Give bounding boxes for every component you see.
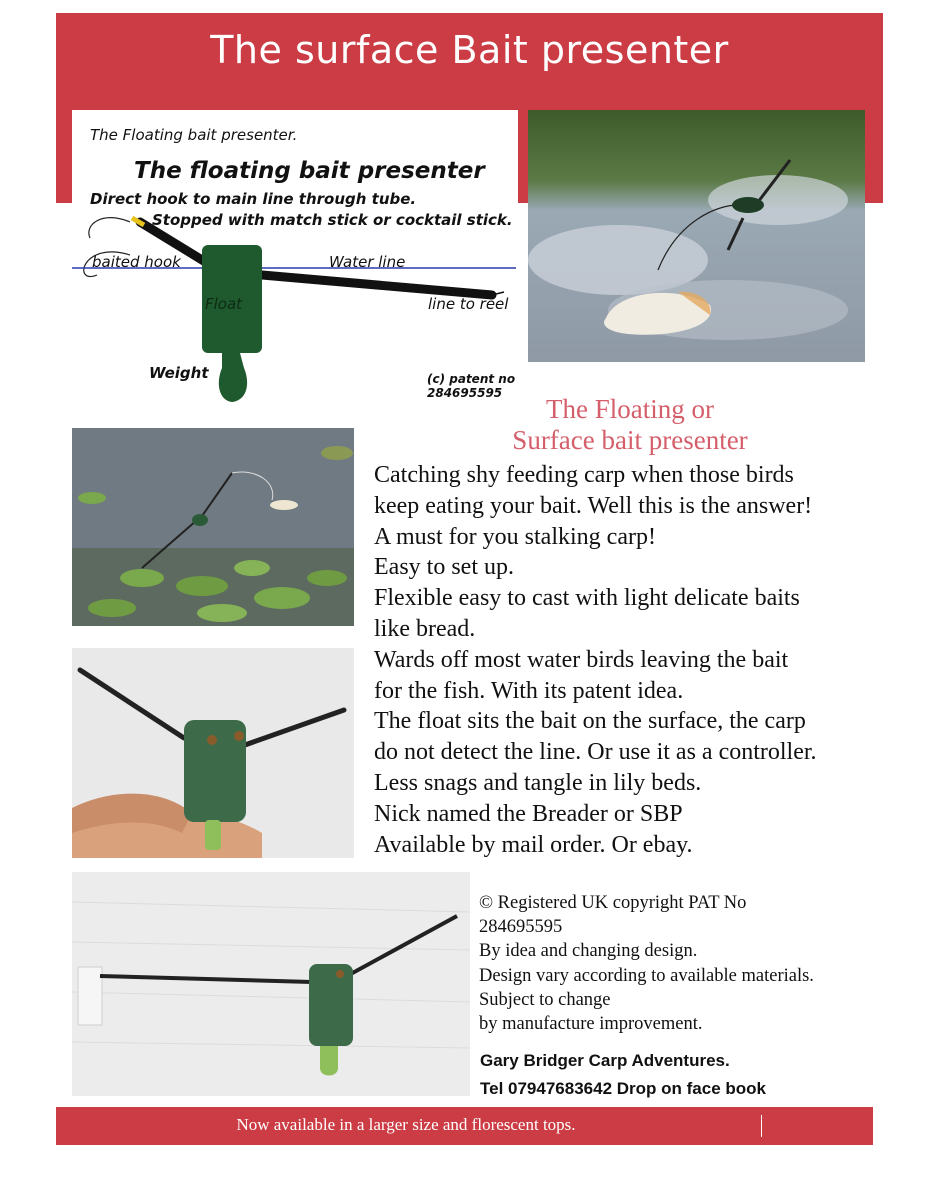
body-line: Flexible easy to cast with light delicate baits bbox=[374, 585, 800, 612]
copyright-line: Subject to change bbox=[479, 989, 611, 1010]
subheading-line2: Surface bait presenter bbox=[512, 425, 748, 455]
body-line: like bread. bbox=[374, 615, 476, 642]
copyright-line: Design vary according to available materials. bbox=[479, 965, 814, 986]
diagram-line2: Stopped with match stick or cocktail stick. bbox=[152, 211, 513, 229]
subheading bbox=[380, 394, 880, 456]
photo-float-in-hand bbox=[72, 648, 354, 858]
copyright-line: © Registered UK copyright PAT No bbox=[479, 893, 747, 913]
body-line: Easy to set up. bbox=[374, 554, 514, 581]
description-text bbox=[374, 460, 894, 860]
subheading-line1: The Floating or bbox=[546, 394, 714, 424]
float-diagram bbox=[72, 110, 518, 408]
contact-info bbox=[480, 1047, 766, 1103]
footer-banner bbox=[56, 1107, 873, 1145]
body-line: Available by mail order. Or ebay. bbox=[374, 831, 693, 858]
body-line: A must for you stalking carp! bbox=[374, 523, 656, 550]
contact-tel: Tel 07947683642 Drop on face book bbox=[480, 1079, 766, 1098]
diagram-caption: The Floating bait presenter. bbox=[90, 126, 298, 144]
copyright-line: 284695595 bbox=[479, 917, 563, 938]
photo-float-on-water bbox=[528, 110, 865, 362]
label-float: Float bbox=[205, 295, 243, 313]
patent-line2: 284695595 bbox=[427, 386, 503, 400]
label-weight: Weight bbox=[149, 364, 209, 382]
photo-lily-pads bbox=[72, 428, 354, 626]
copyright-text bbox=[479, 891, 899, 1036]
patent-line1: (c) patent no bbox=[427, 372, 516, 386]
contact-name: Gary Bridger Carp Adventures. bbox=[480, 1051, 730, 1070]
copyright-line: by manufacture improvement. bbox=[479, 1014, 703, 1035]
label-baited-hook: baited hook bbox=[92, 253, 181, 271]
body-line: The float sits the bait on the surface, the carp bbox=[374, 708, 806, 735]
body-line: Catching shy feeding carp when those birds bbox=[374, 462, 794, 488]
footer-text: Now available in a larger size and florescent tops. bbox=[236, 1115, 576, 1134]
body-line: keep eating your bait. Well this is the answer! bbox=[374, 492, 813, 519]
label-line-to-reel: line to reel bbox=[428, 295, 509, 313]
footer-divider bbox=[761, 1115, 762, 1137]
copyright-line: By idea and changing design. bbox=[479, 941, 698, 962]
photo-float-on-towel bbox=[72, 872, 470, 1096]
body-line: for the fish. With its patent idea. bbox=[374, 677, 684, 704]
body-line: Nick named the Breader or SBP bbox=[374, 800, 683, 827]
body-line: Wards off most water birds leaving the bait bbox=[374, 646, 789, 673]
diagram-heading: The floating bait presenter bbox=[134, 158, 485, 184]
body-line: do not detect the line. Or use it as a controller. bbox=[374, 739, 817, 766]
diagram-line1: Direct hook to main line through tube. bbox=[90, 190, 417, 208]
label-water-line: Water line bbox=[329, 253, 406, 271]
page-title: The surface Bait presenter bbox=[210, 28, 729, 72]
body-line: Less snags and tangle in lily beds. bbox=[374, 769, 702, 796]
